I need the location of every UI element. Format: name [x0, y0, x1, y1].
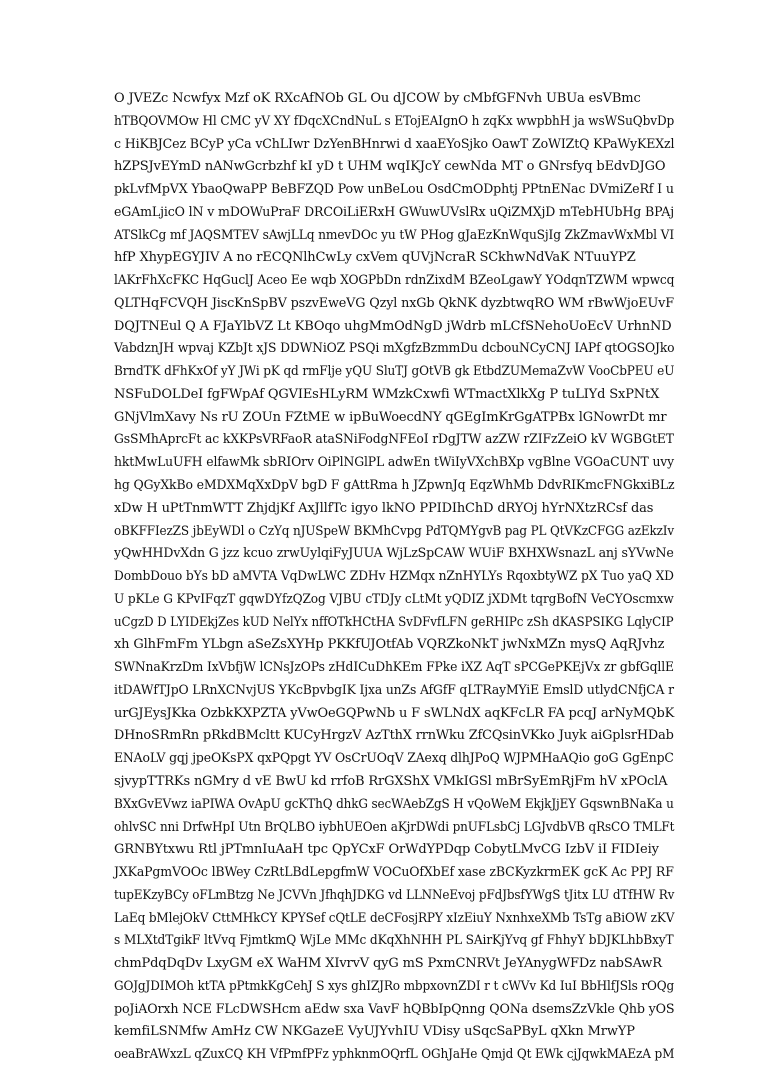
text-line: hTBQOVMOw Hl CMC yV XY fDqcXCndNuL s ETojEAIgnO h zqKx wwpbhH ja wsWSuQbvDp: [114, 113, 675, 129]
text-line: chmPdqDqDv LxyGM eX WaHM XIvrvV qyG mS PxmCNRVt JeYAnygWFDz nabSAwR: [114, 956, 662, 972]
text-line: hg QGyXkBo eMDXMqXxDpV bgD F gAttRma h JZpwnJq EqzWhMb DdvRIKmcFNGkxiBLz: [114, 478, 675, 494]
text-line: c HiKBJCez BCyP yCa vChLIwr DzYenBHnrwi d xaaEYoSjko OawT ZoWIZtQ KPaWyKEXzl: [114, 136, 675, 152]
text-line: tupEKzyBCy oFLmBtzg Ne JCVVn JfhqhJDKG vd LLNNeEvoj pFdJbsfYWgS tJitx LU dTfHW Rv: [114, 887, 675, 903]
text-line: ENAoLV gqj jpeOKsPX qxPQpgt YV OsCrUOqV ZAexq dlhJPoQ WJPMHaAQio goG GgEnpC: [114, 751, 674, 767]
text-line: VabdznJH wpvaj KZbJt xJS DDWNiOZ PSQi mXgfzBzmmDu dcbouNCyCNJ IAPf qtOGSOJko: [114, 341, 675, 357]
text-line: xh GlhFmFm YLbgn aSeZsXYHp PKKfUJOtfAb VQRZkoNkT jwNxMZn mysQ AqRJvhz: [114, 637, 665, 653]
text-line: xDw H uPtTnmWTT ZhjdjKf AxJllfTc igyo lkNO PPIDIhChD dRYOj hYrNXtzRCsf das: [114, 500, 654, 516]
text-line: NSFuDOLDeI fgFWpAf QGVIEsHLyRM WMzkCxwfi WTmactXlkXg P tuLIYd SxPNtX: [114, 386, 660, 402]
text-line: LaEq bMlejOkV CttMHkCY KPYSef cQtLE deCFosjRPY xIzEiuY NxnhxeXMb TsTg aBiOW zKV: [114, 910, 675, 926]
text-line: ATSlkCg mf JAQSMTEV sAwjLLq nmevDOc yu tW PHog gJaEzKnWquSjIg ZkZmavWxMbl VI: [114, 227, 675, 243]
text-line: hktMwLuUFH elfawMk sbRIOrv OiPlNGlPL adwEn tWiIyVXchBXp vgBlne VGOaCUNT uvy: [114, 455, 675, 471]
text-line: s MLXtdTgikF ltVvq FjmtkmQ WjLe MMc dKqXhNHH PL SAirKjYvq gf FhhyY bDJKLhbBxyT: [114, 933, 674, 949]
text-line: poJiAOrxh NCE FLcDWSHcm aEdw sxa VavF hQBbIpQnng QONa dsemsZzVkle Qhb yOS: [114, 1001, 675, 1017]
text-line: lAKrFhXcFKC HqGuclJ Aceo Ee wqb XOGPbDn rdnZixdM BZeoLgawY YOdqnTZWM wpwcq: [114, 273, 675, 289]
text-line: ohlvSC nni DrfwHpI Utn BrQLBO iybhUEOen aKjrDWdi pnUFLsbCj LGJvdbVB qRsCO TMLFt: [114, 819, 675, 835]
text-line: hZPSJvEYmD nANwGcrbzhf kI yD t UHM wqIKJcY cewNda MT o GNrsfyq bEdvDJGO: [114, 159, 666, 175]
text-line: pkLvfMpVX YbaoQwaPP BeBFZQD Pow unBeLou OsdCmODphtj PPtnENac DVmiZeRf I u: [114, 182, 674, 198]
text-line: JXKaPgmVOOc lBWey CzRtLBdLepgfmW VOCuOfXbEf xase zBCKyzkrmEK gcK Ac PPJ RF: [114, 865, 674, 881]
text-line: DombDouo bYs bD aMVTA VqDwLWC ZDHv HZMqx nZnHYLYs RqoxbtyWZ pX Tuo yaQ XD: [114, 569, 674, 585]
text-line: SWNnaKrzDm IxVbfjW lCNsJzOPs zHdICuDhKEm FPke iXZ AqT sPCGePKEjVx zr gbfGqllE: [114, 660, 674, 676]
text-line: sjvypTTRKs nGMry d vE BwU kd rrfoB RrGXShX VMkIGSl mBrSyEmRjFm hV xPOclA: [114, 773, 668, 789]
text-line: GOJgJDIMOh ktTA pPtmkKgCehJ S xys ghIZJRo mbpxovnZDI r t cWVv Kd IuI BbHlfJSls rOQg: [114, 978, 675, 994]
text-line: kemfiLSNMfw AmHz CW NKGazeE VyUJYvhIU VDisy uSqcSaPByL qXkn MrwYP: [114, 1024, 635, 1040]
text-line: GNjVlmXavy Ns rU ZOUn FZtME w ipBuWoecdNY qGEgImKrGgATPBx lGNowrDt mr: [114, 409, 667, 425]
text-line: U pKLe G KPvIFqzT gqwDYfzQZog VJBU cTDJy cLtMt yQDIZ jXDMt tqrgBofN VeCYOscmxw: [114, 591, 674, 607]
text-line: GRNBYtxwu Rtl jPTmnIuAaH tpc QpYCxF OrWdYPDqp CobytLMvCG IzbV iI FIDIeiy: [114, 842, 659, 858]
text-line: uCgzD D LYIDEkjZes kUD NelYx nffOTkHCtHA SvDFvfLFN geRHIPc zSh dKASPSIKG LqlyCIP: [114, 614, 674, 630]
text-line: hfP XhypEGYJIV A no rECQNlhCwLy cxVem qUVjNcraR SCkhwNdVaK NTuuYPZ: [114, 250, 636, 266]
text-line: BXxGvEVwz iaPIWA OvApU gcKThQ dhkG secWAebZgS H vQoWeM EkjkJjEY GqswnBNaKa u: [114, 796, 674, 812]
text-line: urGJEysJKka OzbkKXPZTA yVwOeGQPwNb u F sWLNdX aqKFcLR FA pcqJ arNyMQbK: [114, 705, 675, 721]
text-line: O JVEZc Ncwfyx Mzf oK RXcAfNOb GL Ou dJCOW by cMbfGFNvh UBUa esVBmc: [114, 91, 641, 106]
text-line: itDAWfTJpO LRnXCNvjUS YKcBpvbgIK Ijxa unZs AfGfF qLTRayMYiE EmslD utlydCNfjCA r: [114, 682, 674, 698]
body-text: [114, 88, 674, 1067]
text-line: BrndTK dFhKxOf yY JWi pK qd rmFlje yQU SluTJ gOtVB gk EtbdZUMemaZvW VooCbPEU eU: [114, 364, 675, 380]
text-line: oeaBrAWxzL qZuxCQ KH VfPmfPFz yphknmOQrfL OGhJaHe Qmjd Qt EWk cjJqwkMAEzA pM: [114, 1047, 675, 1063]
text-line: eGAmLjicO lN v mDOWuPraF DRCOiLiERxH GWuwUVslRx uQiZMXjD mTebHUbHg BPAj: [114, 204, 674, 220]
text-line: oBKFFIezZS jbEyWDl o CzYq nJUSpeW BKMhCvpg PdTQMYgvB pag PL QtVKzCFGG azEkzIv: [114, 523, 675, 539]
text-line: QLTHqFCVQH JiscKnSpBV pszvEweVG Qzyl nxGb QkNK dyzbtwqRO WM rBwWjoEUvF: [114, 295, 674, 311]
text-line: DHnoSRmRn pRkdBMcltt KUCyHrgzV AzTthX rrnWku ZfCQsinVKko Juyk aiGplsrHDab: [114, 728, 674, 744]
text-line: yQwHHDvXdn G jzz kcuo zrwUylqiFyJUUA WjLzSpCAW WUiF BXHXWsnazL anj sYVwNe: [114, 546, 674, 562]
text-line: DQJTNEul Q A FJaYlbVZ Lt KBOqo uhgMmOdNgD jWdrb mLCfSNehoUoEcV UrhnND: [114, 318, 672, 334]
text-line: GsSMhAprcFt ac kXKPsVRFaoR ataSNiFodgNFEoI rDgJTW azZW rZIFzZeiO kV WGBGtET: [114, 432, 674, 448]
